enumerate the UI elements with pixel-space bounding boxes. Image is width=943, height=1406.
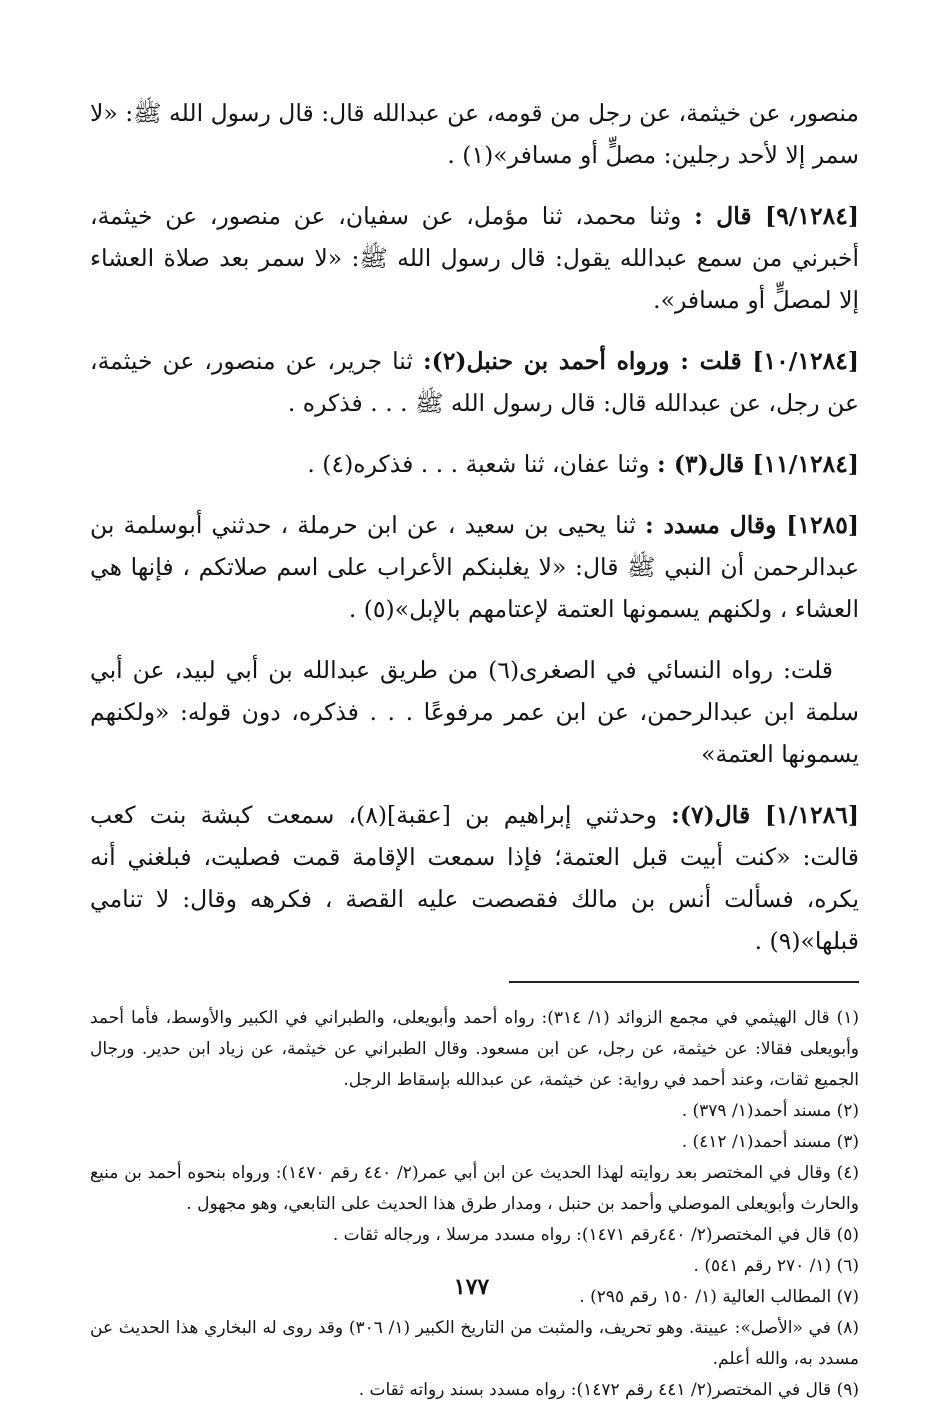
page-number: ١٧٧	[453, 1274, 490, 1300]
paragraph-4	[90, 443, 859, 485]
paragraph-2	[90, 195, 859, 321]
paragraph-text: منصور، عن خيثمة، عن رجل من قومه، عن عبدالله قال: قال رسول الله ﷺ: «لا سمر إلا لأحد رجلين: مصلٍّ أو مسافر»(١) .	[90, 99, 859, 169]
footnote-divider	[509, 981, 859, 983]
paragraph-label: [٩/١٢٨٤] قال :	[694, 202, 860, 230]
footnotes	[90, 1003, 859, 1406]
paragraph-label: [١٢٨٥] وقال مسدد :	[645, 511, 859, 539]
footnote-8: (٨) في «الأصل»: عيينة. وهو تحريف، والمثبت من التاريخ الكبير (١/ ٣٠٦) وقد روى له البخاري هذا الحديث عن مسدد به، والله أعلم.	[90, 1318, 859, 1369]
paragraph-1	[90, 92, 859, 176]
footnote-9: (٩) قال في المختصر(٢/ ٤٤١ رقم ١٤٧٢): رواه مسدد بسند رواته ثقات .	[358, 1380, 859, 1400]
paragraph-text: وحدثني إبراهيم بن [عقبة](٨)، سمعت كبشة بنت كعب قالت: «كنت أبيت قبل العتمة؛ فإذا سمعت الإقامة قمت فصليت، فبلغني أنه يكره، فسألت أنس بن مالك فقصصت عليه القصة ، فكرهه وقال: لا تنامي قبلها»(٩) .	[90, 801, 859, 955]
footnote-7: (٧) المطالب العالية (١/ ١٥٠ رقم ٢٩٥) .	[579, 1287, 859, 1307]
footnote-2: (٢) مسند أحمد(١/ ٣٧٩) .	[681, 1101, 859, 1121]
paragraph-text: ثنا يحيى بن سعيد ، عن ابن حرملة ، حدثني أبوسلمة بن عبدالرحمن أن النبي ﷺ قال: «لا يغلبنكم الأعراب على اسم صلاتكم ، فإنها هي العشاء ، ولكنهم يسمونها العتمة لإعتامهم بالإبل»(٥) .	[90, 511, 859, 623]
paragraph-7	[90, 794, 859, 962]
paragraph-text: وثنا محمد، ثنا مؤمل، عن سفيان، عن منصور، عن خيثمة، أخبرني من سمع عبدالله يقول: قال رسول الله ﷺ: «لا سمر بعد صلاة العشاء إلا لمصلٍّ أو مسافر».	[90, 202, 859, 314]
paragraph-text: وثنا عفان، ثنا شعبة . . . فذكره(٤) .	[307, 450, 650, 478]
paragraph-text: قلت: رواه النسائي في الصغرى(٦) من طريق عبدالله بن أبي لبيد، عن أبي سلمة ابن عبدالرحمن، عن ابن عمر مرفوعًا . . . فذكره، دون قوله: «ولكنهم يسمونها العتمة»	[90, 656, 859, 768]
paragraph-label: [١/١٢٨٦] قال(٧):	[671, 801, 859, 829]
footnote-6: (٦) (١/ ٢٧٠ رقم ٥٤١) .	[693, 1256, 859, 1276]
paragraph-6	[90, 649, 859, 775]
footnote-4: (٤) وقال في المختصر بعد روايته لهذا الحديث عن ابن أبي عمر(٢/ ٤٤٠ رقم ١٤٧٠): ورواه بنحوه أحمد بن منيع والحارث وأبويعلى الموصلي وأحمد بن حنبل ، ومدار طرق هذا الحديث على التابعي، وهو مجهول .	[90, 1163, 859, 1214]
footnote-5: (٥) قال في المختصر(٢/ ٤٤٠رقم ١٤٧١): رواه مسدد مرسلا ، ورجاله ثقات .	[332, 1225, 859, 1245]
paragraph-label: [١١/١٢٨٤] قال(٣) :	[657, 450, 859, 478]
paragraph-text: ثنا جرير، عن منصور، عن خيثمة، عن رجل، عن عبدالله قال: قال رسول الله ﷺ . . . فذكره .	[90, 347, 859, 417]
paragraph-3	[90, 340, 859, 424]
footnote-1: (١) قال الهيثمي في مجمع الزوائد (١/ ٣١٤): رواه أحمد وأبويعلى، والطبراني في الكبير والأوسط، فأما أحمد وأبويعلى فقالا: عن خيثمة، عن رجل، عن ابن مسعود. وقال الطبراني عن خيثمة، عن زياد ابن حدير. ورجال الجميع ثقات، وعند أحمد في رواية: عن خيثمة، عن عبدالله بإسقاط الرجل.	[90, 1008, 859, 1090]
footnote-3: (٣) مسند أحمد(١/ ٤١٢) .	[681, 1132, 859, 1152]
paragraph-5	[90, 504, 859, 630]
main-text	[90, 92, 859, 962]
paragraph-label: [١٠/١٢٨٤] قلت : ورواه أحمد بن حنبل(٢):	[422, 347, 859, 375]
